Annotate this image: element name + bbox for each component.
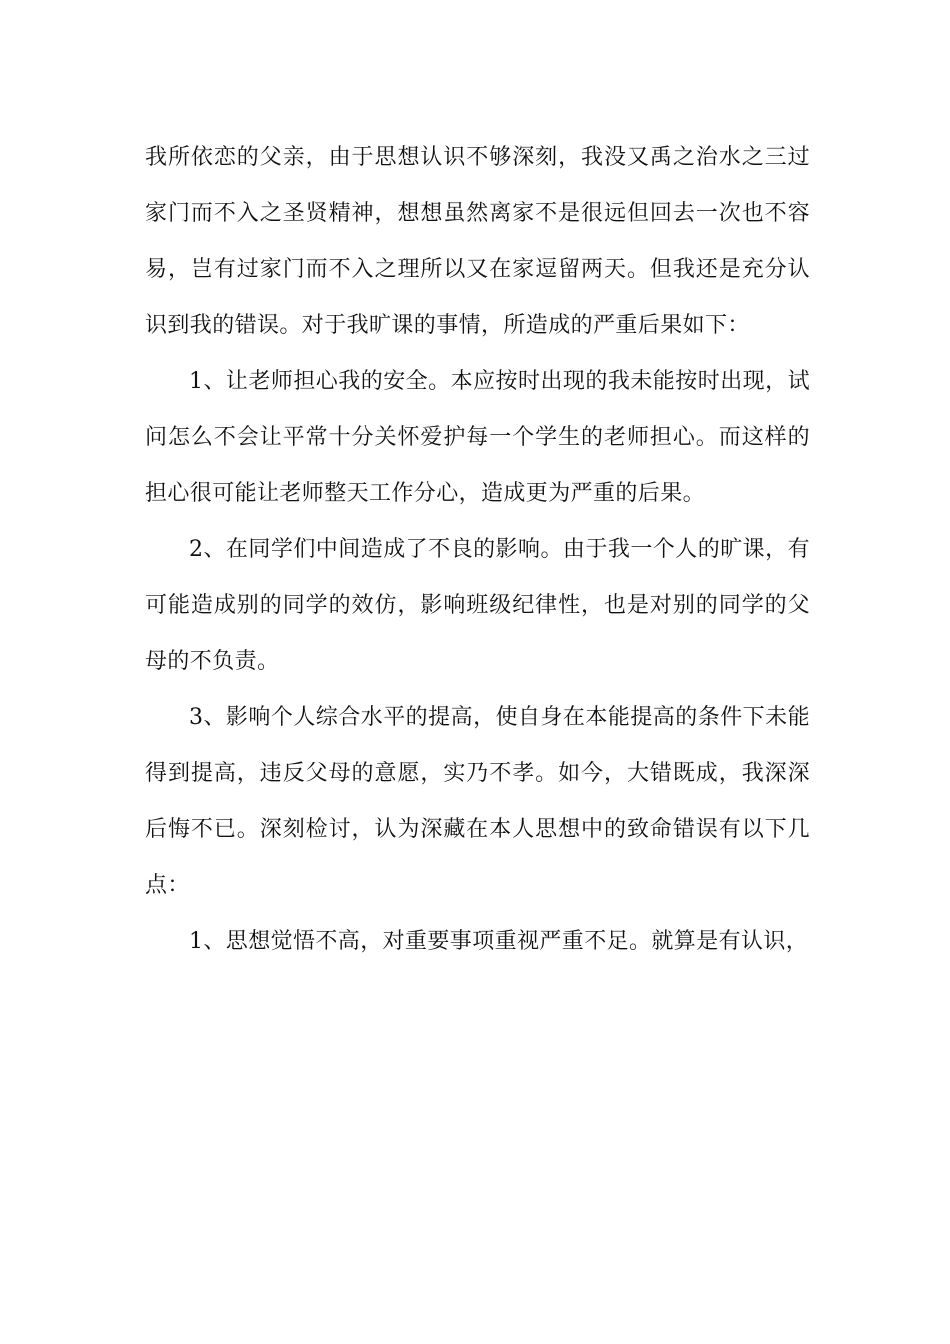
paragraph-consequence-3: 3、影响个人综合水平的提高，使自身在本能提高的条件下未能得到提高，违反父母的意愿，实乃不孝。如今，大错既成，我深深后悔不已。深刻检讨，认为深藏在本人思想中的致命错误有以下几点： [145, 705, 810, 898]
document-body [145, 130, 810, 970]
paragraph-intro: 我所依恋的父亲，由于思想认识不够深刻，我没又禹之治水之三过家门而不入之圣贤精神，想想虽然离家不是很远但回去一次也不容易，岂有过家门而不入之理所以又在家逗留两天。但我还是充分认识到我的错误。对于我旷课的事情，所造成的严重后果如下： [145, 145, 810, 338]
paragraph-consequence-1: 1、让老师担心我的安全。本应按时出现的我未能按时出现，试问怎么不会让平常十分关怀爱护每一个学生的老师担心。而这样的担心很可能让老师整天工作分心，造成更为严重的后果。 [145, 369, 810, 506]
paragraph-consequence-2: 2、在同学们中间造成了不良的影响。由于我一个人的旷课，有可能造成别的同学的效仿，影响班级纪律性，也是对别的同学的父母的不负责。 [145, 537, 810, 674]
paragraph-error-1: 1、思想觉悟不高，对重要事项重视严重不足。就算是有认识， [189, 929, 809, 954]
